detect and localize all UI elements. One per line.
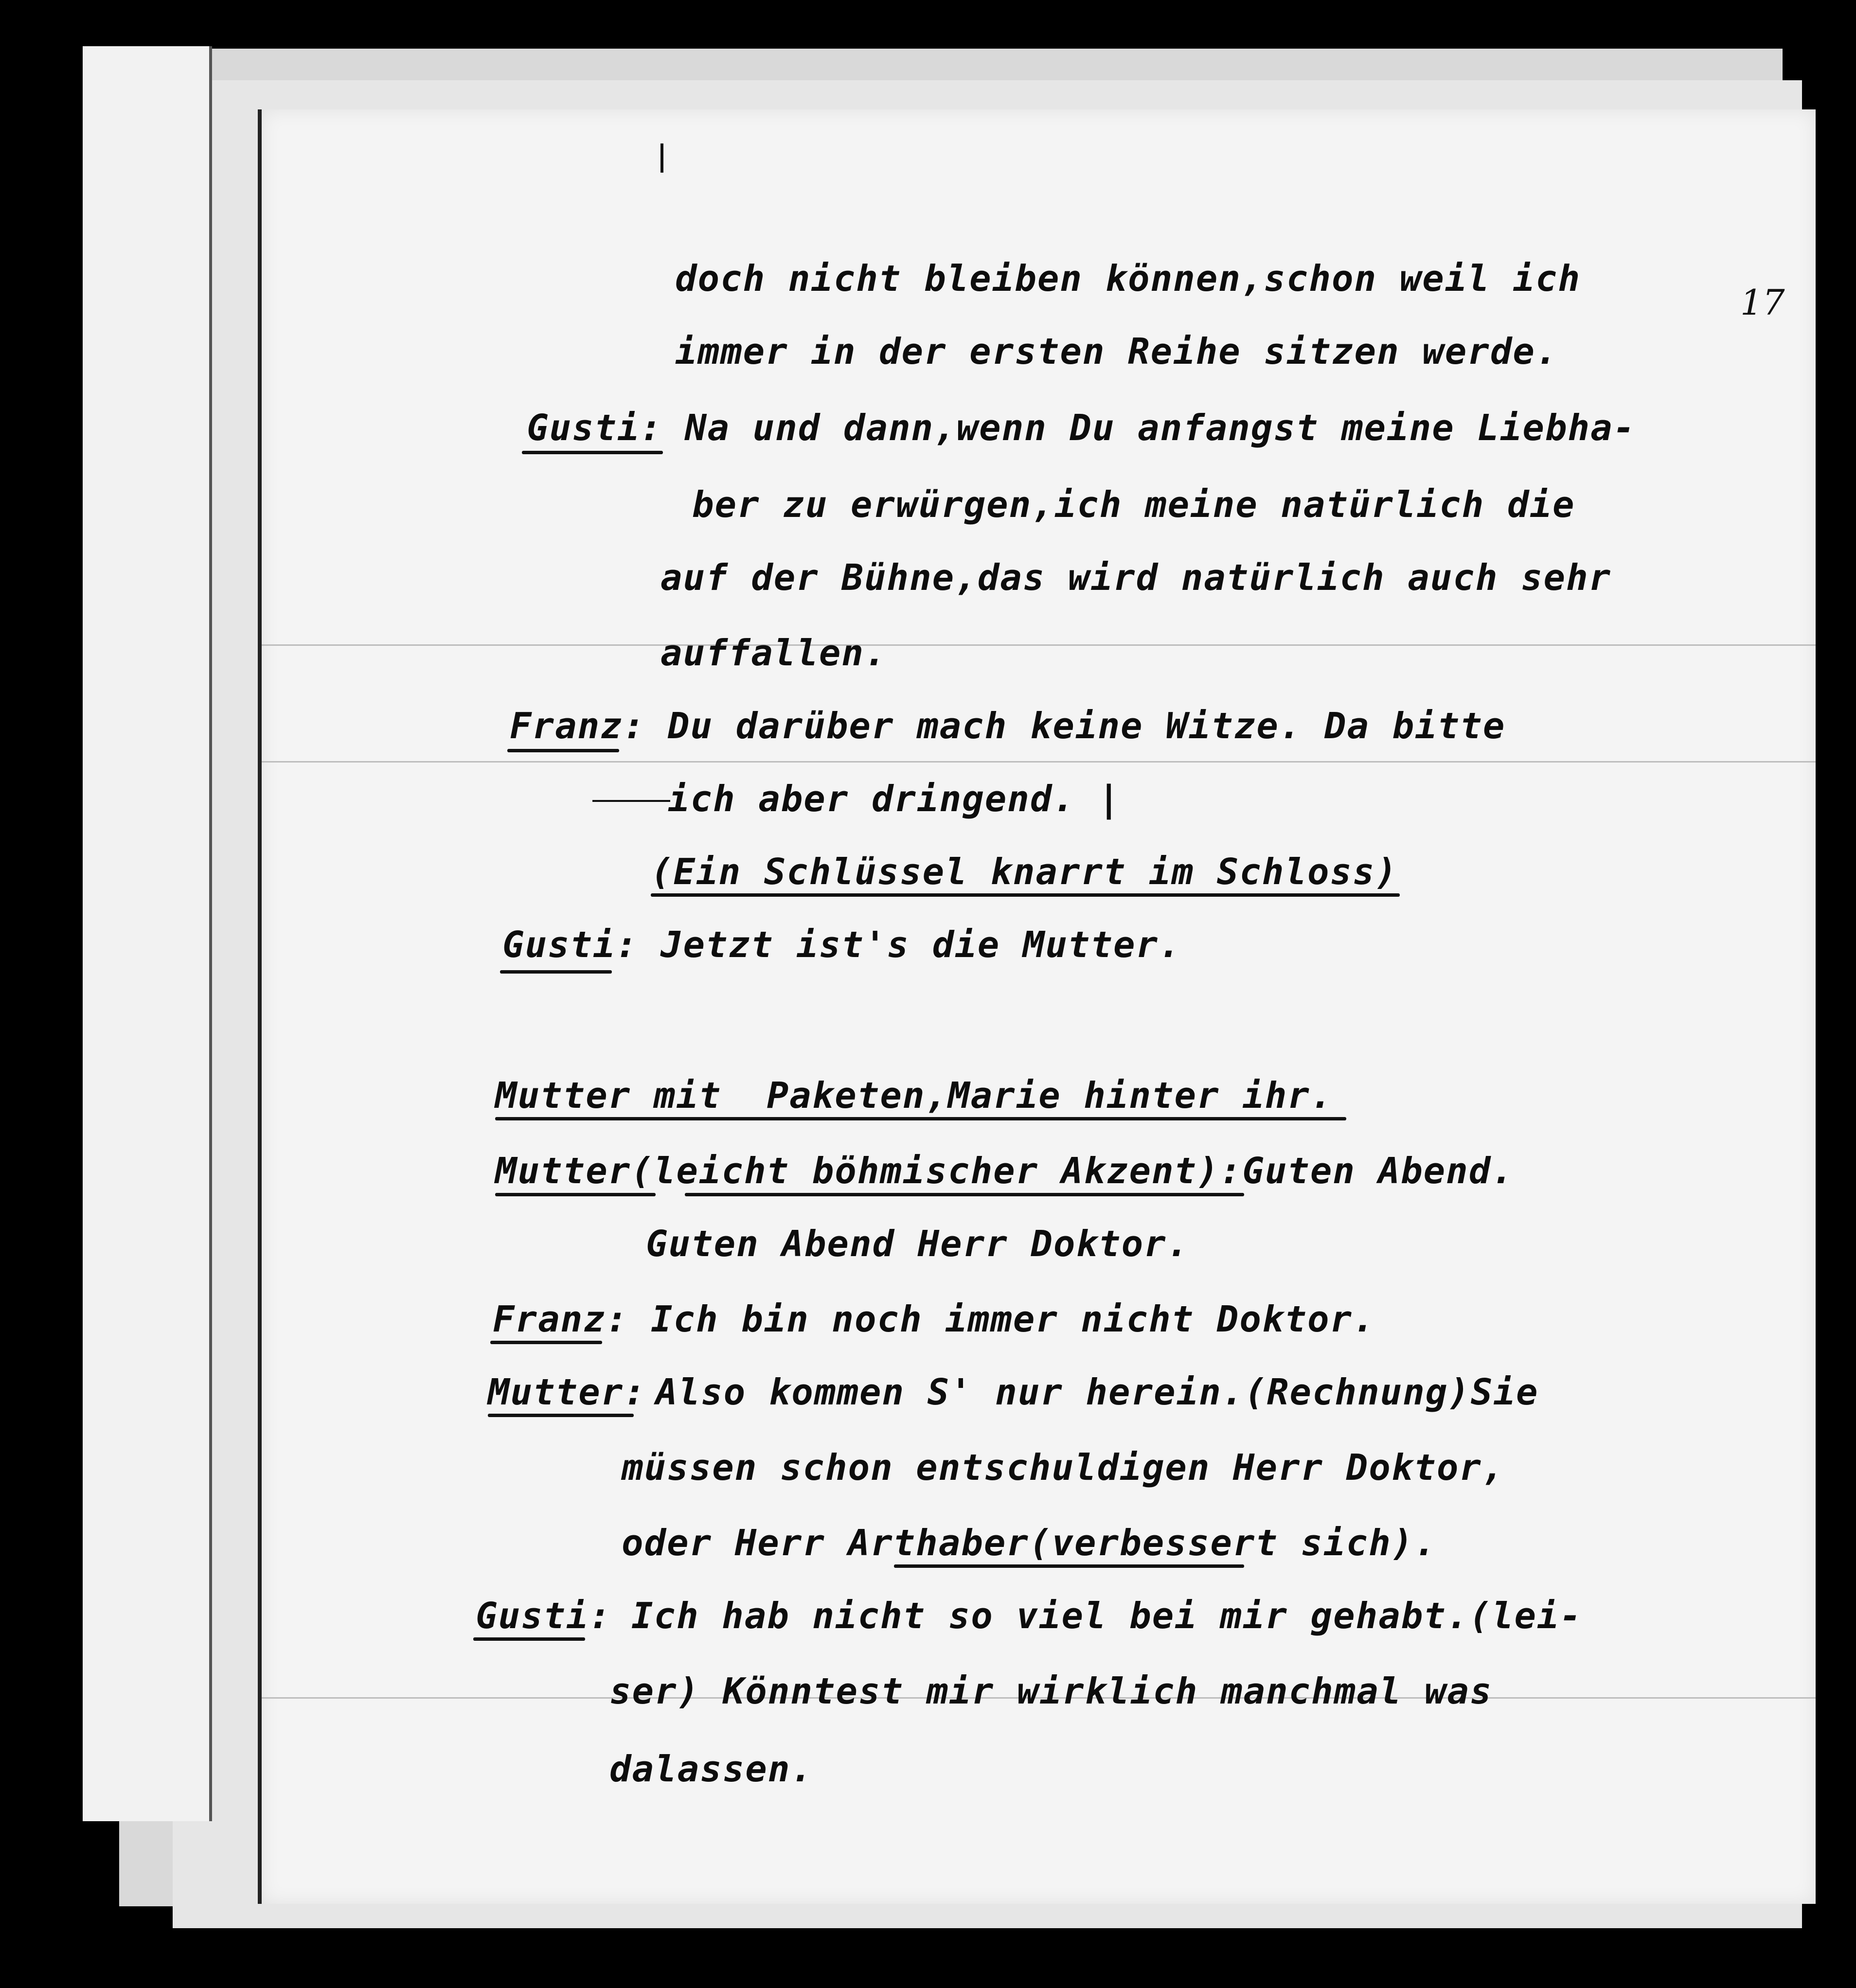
left-paper-strip [83,46,212,1821]
speaker-label: Gusti: [527,407,663,449]
speaker-label: Franz: [493,1298,629,1340]
text-line: Jetzt ist's die Mutter. [660,924,1181,966]
speaker-underline [495,1193,656,1196]
speaker-underline [500,970,612,974]
page-rule [262,644,1816,646]
text-line: immer in der ersten Reihe sitzen werde. [675,331,1558,373]
speaker-label: Gusti: [476,1595,612,1637]
text-line: ich aber dringend. | [668,778,1121,820]
text-line: Guten Abend Herr Doktor. [646,1223,1190,1265]
text-line: Also kommen S' nur herein.(Rechnung)Sie [656,1371,1539,1413]
page-rule [262,761,1816,763]
text-line: Na und dann,wenn Du anfangst meine Liebha- [685,407,1636,449]
typewritten-page [258,109,1816,1904]
text-line: auf der Bühne,das wird natürlich auch sehr [660,557,1612,599]
text-line: Ich bin noch immer nicht Doktor. [651,1298,1375,1340]
text-line: oder Herr Arthaber(verbessert sich). [622,1522,1437,1564]
text-line: doch nicht bleiben können,schon weil ich [675,258,1581,300]
text-line: ser) Könntest mir wirklich manchmal was [609,1670,1493,1712]
text-line: Du darüber mach keine Witze. Da bitte [668,705,1506,747]
text-line: auffallen. [660,632,887,674]
page-number: 17 [1740,282,1785,323]
speaker-underline [473,1637,585,1641]
stage-direction-underline [685,1193,1244,1196]
speaker-label: Mutter: [488,1371,646,1413]
speaker-underline [488,1414,634,1417]
stage-direction: (Ein Schlüssel knarrt im Schloss) [651,851,1398,893]
stage-direction-underline [894,1564,1244,1568]
text-line: Mutter(leicht böhmischer Akzent):Guten Abend. [495,1150,1514,1192]
speaker-underline [490,1341,602,1344]
stage-direction-underline [495,1117,1346,1120]
speaker-underline [522,451,663,454]
text-line: Ich hab nicht so viel bei mir gehabt.(lei- [631,1595,1583,1637]
stage-direction: Mutter mit Paketen,Marie hinter ihr. [495,1075,1333,1117]
speaker-label: Franz: [510,705,646,747]
stage-direction-underline [651,893,1400,897]
text-line: ber zu erwürgen,ich meine natürlich die [692,484,1575,526]
speaker-underline [507,749,619,752]
margin-tick [660,143,663,173]
text-line: müssen schon entschuldigen Herr Doktor, [622,1447,1505,1489]
text-line: dalassen. [609,1748,813,1790]
margin-tick [592,800,670,802]
speaker-label: Gusti: [502,924,639,966]
